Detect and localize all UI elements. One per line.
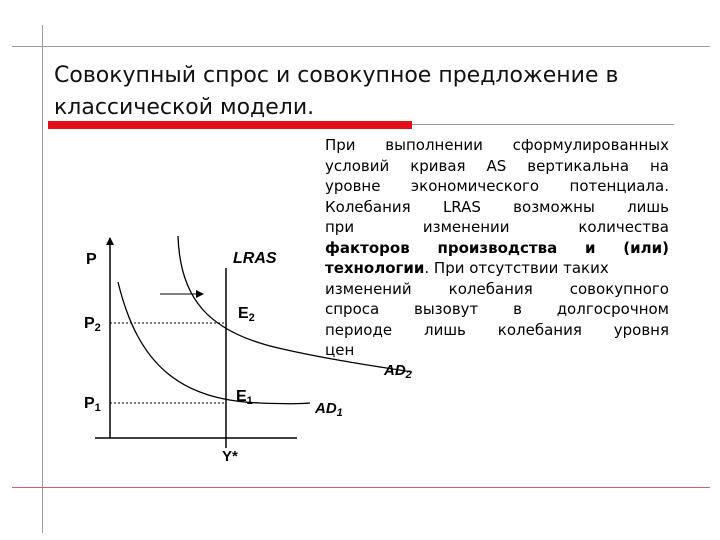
- bold-word: производства: [437, 238, 558, 257]
- word: возможны: [513, 197, 595, 216]
- word: периоде: [325, 320, 393, 339]
- ad1-label: [314, 400, 343, 419]
- word: условий: [325, 156, 390, 175]
- bold-word: технологии: [325, 259, 425, 277]
- label-subscript: 2: [94, 322, 101, 334]
- word: При: [325, 136, 356, 154]
- ad2-label: [383, 362, 412, 381]
- word: сформулированных: [512, 136, 669, 154]
- word: на: [650, 156, 669, 175]
- bold-word: и: [584, 238, 596, 257]
- p-axis-label: P: [86, 251, 97, 268]
- label-subscript: 2: [405, 369, 412, 381]
- ystar-label: Y*: [222, 448, 238, 465]
- word: Колебания: [325, 197, 411, 216]
- title-line-2: классической модели.: [54, 95, 315, 120]
- word: вертикальна: [527, 156, 630, 175]
- word: потенциала.: [569, 177, 669, 195]
- word: лишь: [627, 197, 669, 216]
- word: LRAS: [442, 197, 481, 216]
- label-text: P: [84, 395, 95, 412]
- text-run: . При отсутствии таких: [424, 259, 609, 277]
- word: спроса: [325, 300, 380, 318]
- title-line-1: Совокупный спрос и совокупное предложение в: [54, 63, 619, 88]
- bold-word: факторов: [325, 238, 410, 257]
- e1-label: [236, 388, 253, 407]
- word: AS: [486, 156, 507, 175]
- label-text: AD: [315, 400, 337, 417]
- body-line-11: цен: [325, 341, 355, 359]
- ad2-curve: [178, 236, 412, 372]
- label-subscript: 1: [336, 407, 343, 419]
- label-text: E: [238, 305, 249, 322]
- label-subscript: 2: [248, 312, 255, 324]
- label-subscript: 1: [94, 402, 101, 414]
- word: долгосрочном: [556, 300, 669, 318]
- word: колебания: [448, 279, 533, 298]
- ad1-curve: [118, 282, 310, 404]
- label-text: E: [236, 388, 247, 405]
- word: при: [325, 218, 355, 236]
- lras-label: LRAS: [233, 250, 277, 267]
- word: количества: [578, 218, 669, 236]
- word: уровне: [325, 177, 381, 195]
- word: экономического: [410, 177, 540, 195]
- label-subscript: 1: [246, 395, 253, 407]
- word: изменении: [422, 218, 510, 236]
- word: выполнении: [385, 136, 483, 154]
- e2-label: [238, 305, 255, 324]
- label-text: AD: [384, 362, 406, 379]
- label-text: P: [84, 315, 95, 332]
- p1-label: [84, 395, 101, 414]
- word: лишь: [423, 320, 466, 339]
- word: в: [513, 300, 522, 318]
- bold-word: (или): [623, 238, 669, 257]
- word: уровня: [613, 320, 669, 339]
- word: вызовут: [413, 300, 479, 318]
- word: изменений: [325, 279, 412, 298]
- word: совокупного: [569, 279, 669, 298]
- p2-label: [84, 315, 101, 334]
- word: колебания: [497, 320, 582, 339]
- word: кривая: [410, 156, 466, 175]
